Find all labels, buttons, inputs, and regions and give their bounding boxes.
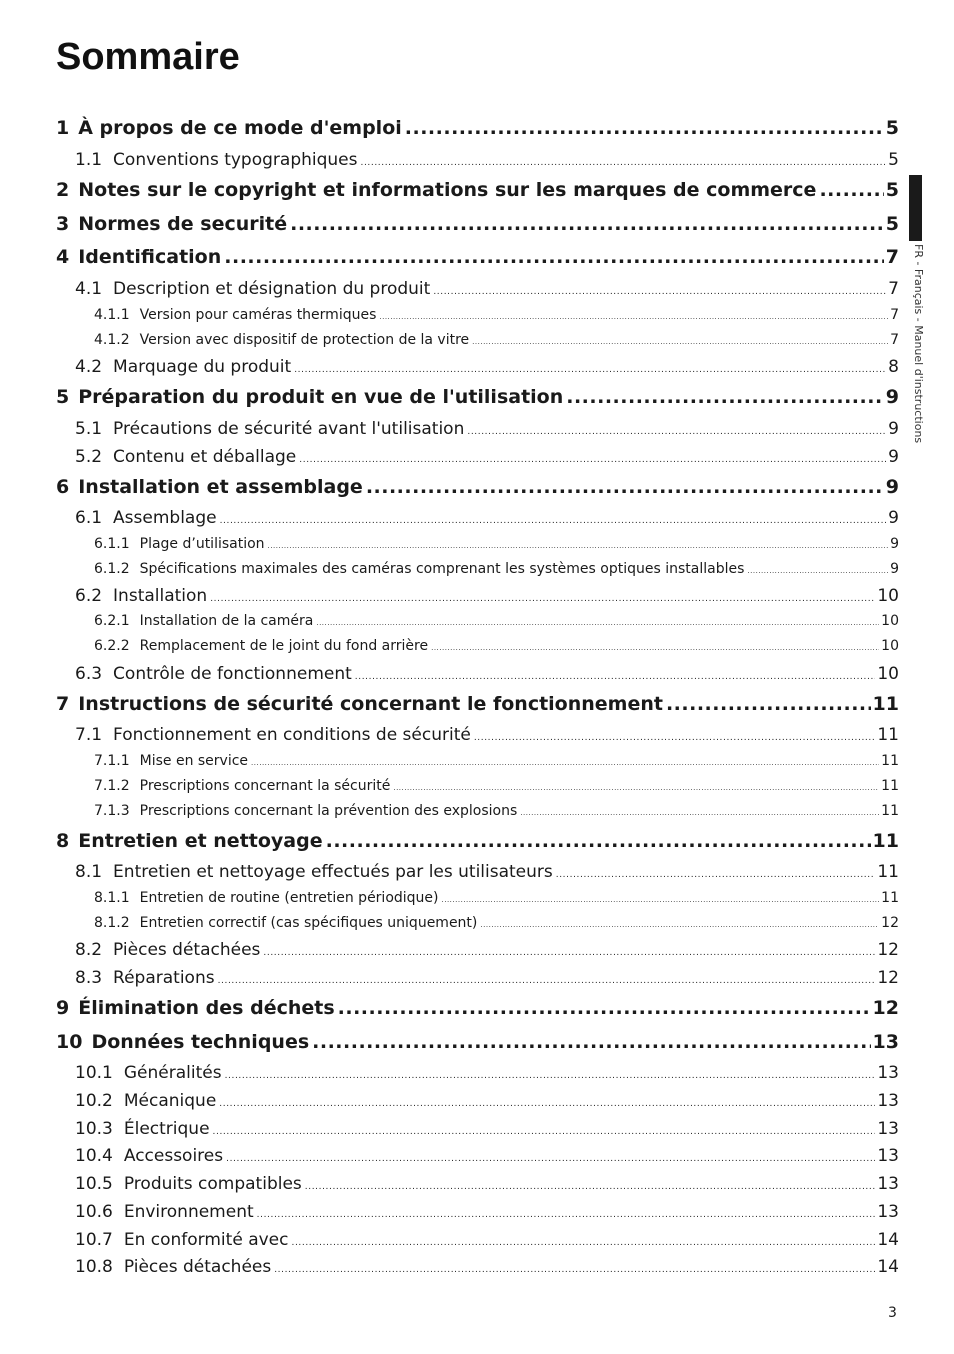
toc-dot-leader [666, 693, 871, 715]
toc-entry-number: 5.2 [75, 447, 103, 467]
toc-entry-title: Élimination des déchets [78, 997, 335, 1019]
toc-entry-level-3[interactable] [94, 332, 899, 348]
toc-entry-page: 10 [881, 613, 899, 629]
toc-entry-page: 13 [877, 1174, 899, 1194]
toc-dot-leader [472, 338, 888, 346]
toc-entry-title: Électrique [123, 1119, 210, 1139]
toc-entry-number: 1.1 [75, 150, 103, 170]
toc-entry-title: À propos de ce mode d'emploi [78, 117, 402, 139]
toc-entry-number: 3 [56, 213, 70, 235]
toc-entry-page: 13 [877, 1063, 899, 1083]
toc-entry-title: Version avec dispositif de protection de la vitre [139, 332, 470, 348]
toc-entry-title: Remplacement de le joint du fond arrière [139, 638, 429, 654]
toc-entry-page: 7 [885, 246, 899, 268]
toc-entry-title: Précautions de sécurité avant l'utilisation [113, 419, 465, 439]
toc-entry-number: 10.7 [75, 1230, 113, 1250]
toc-entry-number: 6.1.1 [94, 536, 130, 552]
toc-entry-number: 4.1.1 [94, 307, 130, 323]
toc-entry-number: 8.2 [75, 940, 103, 960]
toc-entry-page: 9 [890, 561, 899, 577]
toc-entry-title: Généralités [123, 1063, 222, 1083]
toc-entry-level-1[interactable] [56, 117, 899, 139]
toc-entry-level-2[interactable] [75, 586, 899, 606]
toc-entry-title: Entretien et nettoyage effectués par les utilisateurs [113, 862, 553, 882]
toc-entry-title: Conventions typographiques [113, 150, 358, 170]
toc-entry-page: 14 [877, 1257, 899, 1277]
toc-entry-level-3[interactable] [94, 778, 899, 794]
toc-entry-title: Notes sur le copyright et informations sur les marques de commerce [78, 179, 817, 201]
toc-entry-title: Description et désignation du produit [113, 279, 431, 299]
toc-entry-number: 10.2 [75, 1091, 113, 1111]
toc-entry-number: 4.1 [75, 279, 103, 299]
toc-entry-page: 5 [888, 150, 899, 170]
toc-entry-page: 13 [877, 1202, 899, 1222]
toc-dot-leader [379, 313, 888, 321]
toc-entry-level-3[interactable] [94, 803, 899, 819]
toc-entry-level-3[interactable] [94, 307, 899, 323]
toc-entry-level-1[interactable] [56, 693, 899, 715]
toc-dot-leader [210, 594, 875, 604]
toc-entry-number: 6.2.1 [94, 613, 130, 629]
toc-entry-page: 11 [881, 753, 899, 769]
toc-entry-title: Version pour caméras thermiques [139, 307, 377, 323]
toc-entry-page: 11 [872, 830, 899, 852]
toc-dot-leader [442, 896, 880, 904]
toc-dot-leader [747, 567, 888, 575]
toc-entry-page: 13 [877, 1091, 899, 1111]
toc-entry-page: 5 [885, 213, 899, 235]
toc-entry-page: 13 [877, 1146, 899, 1166]
toc-entry-level-2[interactable] [75, 1091, 899, 1111]
toc-dot-leader [251, 759, 879, 767]
toc-entry-number: 8.1.1 [94, 890, 130, 906]
toc-dot-leader [819, 179, 883, 201]
toc-entry-title: Préparation du produit en vue de l'utilisation [78, 386, 564, 408]
toc-entry-level-2[interactable] [75, 508, 899, 528]
toc-entry-title: Spécifications maximales des caméras comprenant les systèmes optiques installables [139, 561, 745, 577]
toc-entry-level-2[interactable] [75, 725, 899, 745]
toc-entry-number: 10.3 [75, 1119, 113, 1139]
toc-entry-number: 6.1.2 [94, 561, 130, 577]
toc-entry-level-3[interactable] [94, 613, 899, 629]
toc-dot-leader [316, 619, 879, 627]
toc-dot-leader [263, 948, 875, 958]
toc-entry-page: 11 [872, 693, 899, 715]
toc-entry-page: 12 [872, 997, 899, 1019]
page-title: Sommaire [56, 36, 240, 78]
toc-entry-level-2[interactable] [75, 1202, 899, 1222]
toc-dot-leader [291, 1238, 875, 1248]
toc-dot-leader [257, 1210, 876, 1220]
toc-entry-title: En conformité avec [123, 1230, 289, 1250]
toc-entry-page: 8 [888, 357, 899, 377]
toc-dot-leader [393, 784, 879, 792]
toc-dot-leader [474, 733, 876, 743]
toc-dot-leader [226, 1154, 875, 1164]
toc-entry-title: Instructions de sécurité concernant le fonctionnement [78, 693, 663, 715]
toc-entry-title: Entretien et nettoyage [78, 830, 323, 852]
toc-entry-level-3[interactable] [94, 915, 899, 931]
toc-entry-level-1[interactable] [56, 997, 899, 1019]
toc-entry-title: Réparations [113, 968, 215, 988]
toc-entry-level-2[interactable] [75, 1257, 899, 1277]
toc-entry-number: 7 [56, 693, 70, 715]
toc-entry-level-3[interactable] [94, 890, 899, 906]
toc-entry-number: 2 [56, 179, 70, 201]
toc-entry-title: Identification [78, 246, 222, 268]
toc-entry-number: 8.1 [75, 862, 103, 882]
toc-entry-level-2[interactable] [75, 1174, 899, 1194]
toc-entry-number: 8.1.2 [94, 915, 130, 931]
toc-dot-leader [218, 976, 876, 986]
toc-dot-leader [556, 870, 876, 880]
toc-entry-level-1[interactable] [56, 476, 899, 498]
toc-entry-title: Installation de la caméra [139, 613, 314, 629]
toc-entry-number: 10.5 [75, 1174, 113, 1194]
toc-entry-number: 8 [56, 830, 70, 852]
toc-entry-number: 7.1.1 [94, 753, 130, 769]
toc-entry-page: 5 [885, 179, 899, 201]
toc-entry-title: Environnement [123, 1202, 254, 1222]
toc-entry-level-2[interactable] [75, 419, 899, 439]
toc-entry-title: Contrôle de fonctionnement [113, 664, 352, 684]
toc-entry-number: 10.4 [75, 1146, 113, 1166]
toc-entry-title: Produits compatibles [123, 1174, 302, 1194]
toc-dot-leader [219, 1099, 875, 1109]
toc-entry-number: 4.2 [75, 357, 103, 377]
toc-dot-leader [431, 644, 879, 652]
toc-entry-page: 10 [881, 638, 899, 654]
toc-dot-leader [467, 427, 886, 437]
toc-entry-level-1[interactable] [56, 179, 899, 201]
toc-entry-title: Fonctionnement en conditions de sécurité [113, 725, 471, 745]
toc-entry-level-1[interactable] [56, 830, 899, 852]
toc-entry-title: Pièces détachées [113, 940, 261, 960]
toc-entry-level-2[interactable] [75, 664, 899, 684]
toc-entry-page: 12 [877, 968, 899, 988]
sidebar-language-label: FR - Français - Manuel d'instructions [912, 244, 925, 444]
toc-entry-title: Mécanique [123, 1091, 217, 1111]
toc-entry-level-2[interactable] [75, 1230, 899, 1250]
toc-entry-number: 10.8 [75, 1257, 113, 1277]
toc-dot-leader [220, 516, 887, 526]
toc-entry-page: 7 [888, 279, 899, 299]
toc-entry-page: 7 [890, 307, 899, 323]
toc-entry-number: 9 [56, 997, 70, 1019]
toc-entry-page: 7 [890, 332, 899, 348]
toc-entry-number: 4.1.2 [94, 332, 130, 348]
toc-dot-leader [433, 287, 886, 297]
toc-entry-page: 9 [888, 508, 899, 528]
toc-dot-leader [566, 386, 884, 408]
toc-dot-leader [225, 1071, 876, 1081]
toc-dot-leader [268, 542, 889, 550]
toc-entry-number: 10.1 [75, 1063, 113, 1083]
toc-entry-title: Pièces détachées [123, 1257, 272, 1277]
toc-entry-title: Installation et assemblage [78, 476, 363, 498]
toc-entry-page: 11 [877, 725, 899, 745]
toc-entry-number: 10 [56, 1031, 83, 1053]
toc-entry-level-1[interactable] [56, 246, 899, 268]
toc-dot-leader [290, 213, 884, 235]
toc-entry-title: Prescriptions concernant la prévention des explosions [139, 803, 518, 819]
toc-dot-leader [294, 365, 886, 375]
toc-entry-number: 5.1 [75, 419, 103, 439]
toc-dot-leader [312, 1031, 870, 1053]
toc-entry-number: 6.2 [75, 586, 103, 606]
toc-entry-page: 12 [881, 915, 899, 931]
toc-entry-page: 11 [877, 862, 899, 882]
toc-entry-title: Installation [113, 586, 208, 606]
toc-dot-leader [520, 809, 879, 817]
toc-entry-title: Entretien de routine (entretien périodique) [139, 890, 439, 906]
toc-entry-number: 7.1 [75, 725, 103, 745]
toc-entry-level-2[interactable] [75, 1063, 899, 1083]
toc-entry-page: 11 [881, 890, 899, 906]
toc-entry-page: 9 [885, 476, 899, 498]
toc-entry-level-2[interactable] [75, 279, 899, 299]
toc-entry-page: 11 [881, 778, 899, 794]
toc-entry-level-3[interactable] [94, 753, 899, 769]
toc-entry-level-3[interactable] [94, 638, 899, 654]
toc-entry-title: Assemblage [113, 508, 217, 528]
toc-entry-level-2[interactable] [75, 447, 899, 467]
toc-entry-number: 4 [56, 246, 70, 268]
toc-entry-level-2[interactable] [75, 1119, 899, 1139]
toc-entry-page: 10 [877, 586, 899, 606]
toc-entry-level-2[interactable] [75, 1146, 899, 1166]
toc-entry-level-2[interactable] [75, 150, 899, 170]
toc-entry-number: 7.1.3 [94, 803, 130, 819]
toc-entry-level-2[interactable] [75, 968, 899, 988]
toc-entry-page: 11 [881, 803, 899, 819]
toc-entry-title: Plage d’utilisation [139, 536, 265, 552]
toc-entry-number: 6.3 [75, 664, 103, 684]
page-number: 3 [888, 1305, 897, 1321]
toc-entry-title: Accessoires [123, 1146, 224, 1166]
toc-entry-page: 9 [885, 386, 899, 408]
toc-dot-leader [305, 1182, 876, 1192]
toc-dot-leader [338, 997, 871, 1019]
toc-dot-leader [326, 830, 871, 852]
toc-entry-page: 9 [888, 419, 899, 439]
toc-entry-number: 8.3 [75, 968, 103, 988]
toc-dot-leader [213, 1127, 876, 1137]
toc-entry-number: 6.2.2 [94, 638, 130, 654]
toc-dot-leader [224, 246, 884, 268]
toc-entry-number: 5 [56, 386, 70, 408]
toc-entry-number: 10.6 [75, 1202, 113, 1222]
toc-entry-level-1[interactable] [56, 386, 899, 408]
toc-entry-title: Mise en service [139, 753, 249, 769]
toc-entry-number: 1 [56, 117, 70, 139]
toc-entry-title: Normes de securité [78, 213, 288, 235]
toc-dot-leader [366, 476, 884, 498]
toc-entry-level-2[interactable] [75, 357, 899, 377]
toc-entry-level-3[interactable] [94, 561, 899, 577]
toc-entry-title: Entretien correctif (cas spécifiques uniquement) [139, 915, 478, 931]
toc-entry-title: Contenu et déballage [113, 447, 297, 467]
toc-dot-leader [355, 672, 876, 682]
toc-entry-page: 9 [888, 447, 899, 467]
toc-entry-page: 10 [877, 664, 899, 684]
toc-dot-leader [299, 455, 886, 465]
toc-entry-title: Données techniques [91, 1031, 310, 1053]
toc-entry-page: 5 [885, 117, 899, 139]
toc-entry-page: 13 [872, 1031, 899, 1053]
toc-entry-number: 7.1.2 [94, 778, 130, 794]
toc-entry-page: 9 [890, 536, 899, 552]
toc-dot-leader [480, 921, 879, 929]
toc-entry-page: 12 [877, 940, 899, 960]
toc-entry-page: 13 [877, 1119, 899, 1139]
toc-dot-leader [274, 1265, 875, 1275]
toc-entry-title: Marquage du produit [113, 357, 292, 377]
sidebar-tab-marker [909, 175, 922, 241]
toc-entry-level-2[interactable] [75, 940, 899, 960]
toc-entry-level-3[interactable] [94, 536, 899, 552]
toc-entry-number: 6.1 [75, 508, 103, 528]
toc-dot-leader [361, 158, 887, 168]
toc-entry-number: 6 [56, 476, 70, 498]
toc-entry-page: 14 [877, 1230, 899, 1250]
toc-dot-leader [405, 117, 884, 139]
toc-entry-level-1[interactable] [56, 1031, 899, 1053]
toc-entry-level-1[interactable] [56, 213, 899, 235]
toc-entry-level-2[interactable] [75, 862, 899, 882]
toc-entry-title: Prescriptions concernant la sécurité [139, 778, 391, 794]
